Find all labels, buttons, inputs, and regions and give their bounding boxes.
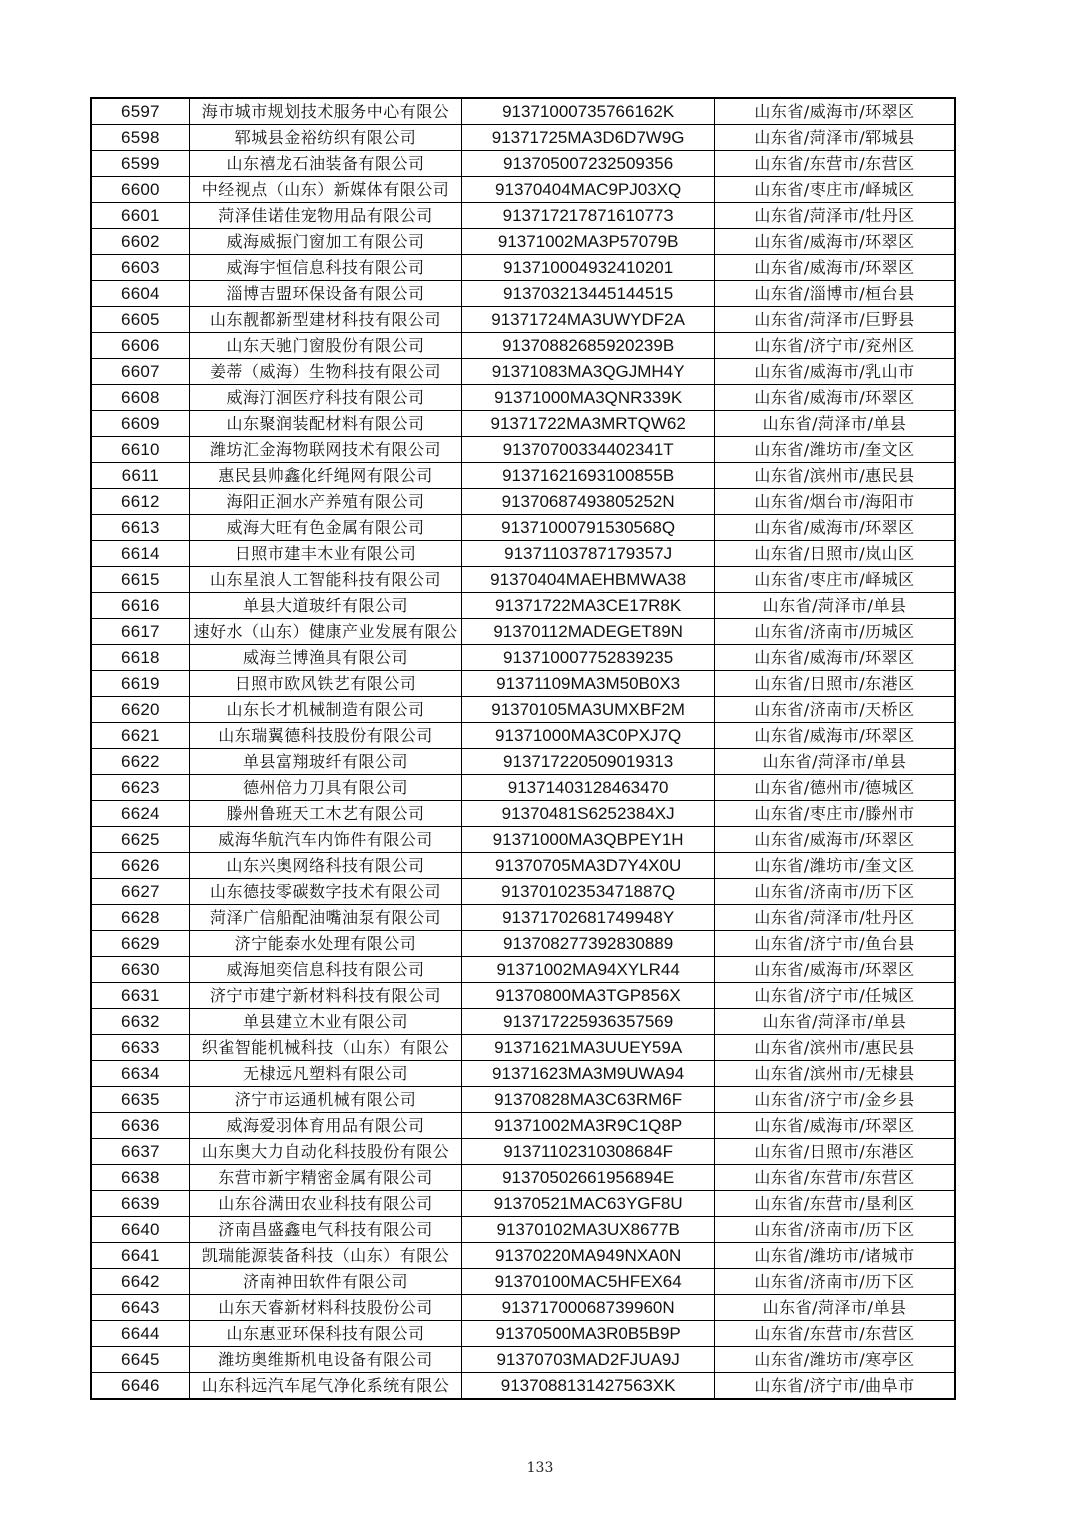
region-cell: 山东省/济南市/历城区 xyxy=(714,619,955,645)
company-name-cell: 山东聚润装配材料有限公司 xyxy=(189,411,462,437)
credit-code-cell: 91370882685920239B xyxy=(462,333,715,359)
table-row xyxy=(91,1113,955,1139)
row-number-cell: 6641 xyxy=(91,1243,189,1269)
region-cell: 山东省/威海市/环翠区 xyxy=(714,957,955,983)
credit-code-cell: 91370481S6252384XJ xyxy=(462,801,715,827)
row-number-cell: 6612 xyxy=(91,489,189,515)
row-number-cell: 6609 xyxy=(91,411,189,437)
company-registry-table xyxy=(90,97,956,1400)
credit-code-cell: 91370700334402341T xyxy=(462,437,715,463)
company-name-cell: 山东长才机械制造有限公司 xyxy=(189,697,462,723)
credit-code-cell: 91370687493805252N xyxy=(462,489,715,515)
row-number-cell: 6605 xyxy=(91,307,189,333)
page-number: 133 xyxy=(526,1460,554,1476)
row-number-cell: 6624 xyxy=(91,801,189,827)
company-name-cell: 济宁市运通机械有限公司 xyxy=(189,1087,462,1113)
credit-code-cell: 91371103787179357J xyxy=(462,541,715,567)
table-row xyxy=(91,619,955,645)
row-number-cell: 6625 xyxy=(91,827,189,853)
company-name-cell: 东营市新宇精密金属有限公司 xyxy=(189,1165,462,1191)
company-name-cell: 济宁市建宁新材料科技有限公司 xyxy=(189,983,462,1009)
table-row xyxy=(91,853,955,879)
region-cell: 山东省/菏泽市/单县 xyxy=(714,749,955,775)
company-name-cell: 滕州鲁班天工木艺有限公司 xyxy=(189,801,462,827)
credit-code-cell: 91371109MA3M50B0X3 xyxy=(462,671,715,697)
company-name-cell: 惠民县帅鑫化纤绳网有限公司 xyxy=(189,463,462,489)
region-cell: 山东省/济南市/天桥区 xyxy=(714,697,955,723)
table-row xyxy=(91,1243,955,1269)
company-name-cell: 山东星浪人工智能科技有限公司 xyxy=(189,567,462,593)
company-name-cell: 淄博吉盟环保设备有限公司 xyxy=(189,281,462,307)
credit-code-cell: 91371721787161077З xyxy=(462,203,715,229)
credit-code-cell: 91371000791530568Q xyxy=(462,515,715,541)
region-cell: 山东省/潍坊市/寒亭区 xyxy=(714,1347,955,1373)
credit-code-cell: 913710007752839235 xyxy=(462,645,715,671)
region-cell: 山东省/菏泽市/牡丹区 xyxy=(714,203,955,229)
company-name-cell: 海阳正洄水产养殖有限公司 xyxy=(189,489,462,515)
company-name-cell: 山东科远汽车尾气净化系统有限公 xyxy=(189,1373,462,1400)
region-cell: 山东省/威海市/环翠区 xyxy=(714,827,955,853)
table-row xyxy=(91,1139,955,1165)
credit-code-cell: 91371002MA3R9C1Q8P xyxy=(462,1113,715,1139)
company-name-cell: 姜蒂（威海）生物科技有限公司 xyxy=(189,359,462,385)
table-row xyxy=(91,1087,955,1113)
region-cell: 山东省/菏泽市/巨野县 xyxy=(714,307,955,333)
region-cell: 山东省/威海市/环翠区 xyxy=(714,723,955,749)
row-number-cell: 6598 xyxy=(91,125,189,151)
credit-code-cell: 91371621MA3UUEY59A xyxy=(462,1035,715,1061)
company-name-cell: 威海大旺有色金属有限公司 xyxy=(189,515,462,541)
table-row xyxy=(91,281,955,307)
company-name-cell: 济南神田软件有限公司 xyxy=(189,1269,462,1295)
company-name-cell: 郓城县金裕纺织有限公司 xyxy=(189,125,462,151)
row-number-cell: 6599 xyxy=(91,151,189,177)
table-row xyxy=(91,593,955,619)
row-number-cell: 6635 xyxy=(91,1087,189,1113)
row-number-cell: 6640 xyxy=(91,1217,189,1243)
table-row xyxy=(91,359,955,385)
region-cell: 山东省/济南市/历下区 xyxy=(714,879,955,905)
region-cell: 山东省/日照市/东港区 xyxy=(714,1139,955,1165)
region-cell: 山东省/威海市/环翠区 xyxy=(714,229,955,255)
credit-code-cell: 913710004932410201 xyxy=(462,255,715,281)
company-name-cell: 山东兴奥网络科技有限公司 xyxy=(189,853,462,879)
row-number-cell: 6638 xyxy=(91,1165,189,1191)
row-number-cell: 6626 xyxy=(91,853,189,879)
company-name-cell: 威海爱羽体育用品有限公司 xyxy=(189,1113,462,1139)
region-cell: 山东省/日照市/东港区 xyxy=(714,671,955,697)
region-cell: 山东省/威海市/环翠区 xyxy=(714,98,955,125)
region-cell: 山东省/东营市/东营区 xyxy=(714,1165,955,1191)
table-row xyxy=(91,151,955,177)
row-number-cell: 6639 xyxy=(91,1191,189,1217)
credit-code-cell: 913703213445144515 xyxy=(462,281,715,307)
company-name-cell: 山东禧龙石油装备有限公司 xyxy=(189,151,462,177)
table-row xyxy=(91,645,955,671)
table-row xyxy=(91,489,955,515)
table-row xyxy=(91,177,955,203)
region-cell: 山东省/威海市/环翠区 xyxy=(714,515,955,541)
region-cell: 山东省/菏泽市/牡丹区 xyxy=(714,905,955,931)
table-row xyxy=(91,255,955,281)
region-cell: 山东省/潍坊市/奎文区 xyxy=(714,437,955,463)
company-name-cell: 织雀智能机械科技（山东）有限公 xyxy=(189,1035,462,1061)
row-number-cell: 6636 xyxy=(91,1113,189,1139)
credit-code-cell: 91371000MA3C0PXJ7Q xyxy=(462,723,715,749)
credit-code-cell: 91370828MA3C63RM6F xyxy=(462,1087,715,1113)
region-cell: 山东省/滨州市/惠民县 xyxy=(714,463,955,489)
table-row xyxy=(91,1321,955,1347)
region-cell: 山东省/菏泽市/单县 xyxy=(714,1009,955,1035)
region-cell: 山东省/枣庄市/滕州市 xyxy=(714,801,955,827)
credit-code-cell: 91370703MAD2FJUA9J xyxy=(462,1347,715,1373)
region-cell: 山东省/德州市/德城区 xyxy=(714,775,955,801)
row-number-cell: 6629 xyxy=(91,931,189,957)
region-cell: 山东省/济南市/历下区 xyxy=(714,1269,955,1295)
region-cell: 山东省/东营市/东营区 xyxy=(714,1321,955,1347)
table-row xyxy=(91,1347,955,1373)
credit-code-cell: 913708277392830889 xyxy=(462,931,715,957)
region-cell: 山东省/滨州市/无棣县 xyxy=(714,1061,955,1087)
company-name-cell: 济宁能泰水处理有限公司 xyxy=(189,931,462,957)
credit-code-cell: 91370404MAEHBMWA38 xyxy=(462,567,715,593)
credit-code-cell: 91371725MA3D6D7W9G xyxy=(462,125,715,151)
table-row xyxy=(91,567,955,593)
registry-table-body xyxy=(91,98,955,1399)
row-number-cell: 6628 xyxy=(91,905,189,931)
table-row xyxy=(91,957,955,983)
company-name-cell: 山东惠亚环保科技有限公司 xyxy=(189,1321,462,1347)
region-cell: 山东省/威海市/环翠区 xyxy=(714,645,955,671)
region-cell: 山东省/济宁市/金乡县 xyxy=(714,1087,955,1113)
region-cell: 山东省/济宁市/任城区 xyxy=(714,983,955,1009)
company-name-cell: 菏泽广信船配油嘴油泵有限公司 xyxy=(189,905,462,931)
table-row xyxy=(91,1165,955,1191)
credit-code-cell: 91371102310308684F xyxy=(462,1139,715,1165)
credit-code-cell: 91370220MA949NXA0N xyxy=(462,1243,715,1269)
credit-code-cell: 91371724MA3UWYDF2A xyxy=(462,307,715,333)
table-row xyxy=(91,1217,955,1243)
row-number-cell: 6633 xyxy=(91,1035,189,1061)
region-cell: 山东省/东营市/东营区 xyxy=(714,151,955,177)
company-name-cell: 济南昌盛鑫电气科技有限公司 xyxy=(189,1217,462,1243)
row-number-cell: 6616 xyxy=(91,593,189,619)
company-name-cell: 无棣远凡塑料有限公司 xyxy=(189,1061,462,1087)
company-name-cell: 山东谷满田农业科技有限公司 xyxy=(189,1191,462,1217)
company-name-cell: 日照市建丰木业有限公司 xyxy=(189,541,462,567)
row-number-cell: 6630 xyxy=(91,957,189,983)
row-number-cell: 6646 xyxy=(91,1373,189,1400)
row-number-cell: 6617 xyxy=(91,619,189,645)
table-row xyxy=(91,1191,955,1217)
region-cell: 山东省/日照市/岚山区 xyxy=(714,541,955,567)
company-name-cell: 单县大道玻纤有限公司 xyxy=(189,593,462,619)
table-row xyxy=(91,307,955,333)
region-cell: 山东省/滨州市/惠民县 xyxy=(714,1035,955,1061)
table-row xyxy=(91,411,955,437)
row-number-cell: 6604 xyxy=(91,281,189,307)
row-number-cell: 6637 xyxy=(91,1139,189,1165)
credit-code-cell: 91370705MA3D7Y4X0U xyxy=(462,853,715,879)
table-row xyxy=(91,541,955,567)
table-row xyxy=(91,98,955,125)
company-name-cell: 中经视点（山东）新媒体有限公司 xyxy=(189,177,462,203)
table-row xyxy=(91,749,955,775)
region-cell: 山东省/潍坊市/诸城市 xyxy=(714,1243,955,1269)
region-cell: 山东省/菏泽市/单县 xyxy=(714,411,955,437)
credit-code-cell: 91370521MAC63YGF8U xyxy=(462,1191,715,1217)
row-number-cell: 6606 xyxy=(91,333,189,359)
company-name-cell: 速好水（山东）健康产业发展有限公 xyxy=(189,619,462,645)
credit-code-cell: 91370500MA3R0B5B9P xyxy=(462,1321,715,1347)
credit-code-cell: 91371000MA3QBPEY1H xyxy=(462,827,715,853)
company-name-cell: 山东天驰门窗股份有限公司 xyxy=(189,333,462,359)
company-name-cell: 威海华航汽车内饰件有限公司 xyxy=(189,827,462,853)
table-row xyxy=(91,125,955,151)
region-cell: 山东省/东营市/垦利区 xyxy=(714,1191,955,1217)
credit-code-cell: 91371722MA3CE17R8K xyxy=(462,593,715,619)
table-row xyxy=(91,229,955,255)
company-name-cell: 凯瑞能源装备科技（山东）有限公 xyxy=(189,1243,462,1269)
company-name-cell: 山东靓都新型建材科技有限公司 xyxy=(189,307,462,333)
table-row xyxy=(91,879,955,905)
row-number-cell: 6632 xyxy=(91,1009,189,1035)
row-number-cell: 6623 xyxy=(91,775,189,801)
credit-code-cell: 913717220509019313 xyxy=(462,749,715,775)
company-name-cell: 海市城市规划技术服务中心有限公 xyxy=(189,98,462,125)
table-row xyxy=(91,515,955,541)
credit-code-cell: 91370800MA3TGP856X xyxy=(462,983,715,1009)
company-name-cell: 菏泽佳诺佳宠物用品有限公司 xyxy=(189,203,462,229)
row-number-cell: 6615 xyxy=(91,567,189,593)
credit-code-cell: 91370502661956894E xyxy=(462,1165,715,1191)
table-row xyxy=(91,827,955,853)
company-name-cell: 威海汀洄医疗科技有限公司 xyxy=(189,385,462,411)
table-row xyxy=(91,801,955,827)
credit-code-cell: 91370112MADEGET89N xyxy=(462,619,715,645)
company-name-cell: 威海宇恒信息科技有限公司 xyxy=(189,255,462,281)
row-number-cell: 6621 xyxy=(91,723,189,749)
row-number-cell: 6607 xyxy=(91,359,189,385)
table-row xyxy=(91,1295,955,1321)
credit-code-cell: 91371403128463470 xyxy=(462,775,715,801)
credit-code-cell: 91371722MA3MRTQW62 xyxy=(462,411,715,437)
region-cell: 山东省/威海市/环翠区 xyxy=(714,1113,955,1139)
row-number-cell: 6631 xyxy=(91,983,189,1009)
credit-code-cell: 91370100MAC5HFEX64 xyxy=(462,1269,715,1295)
company-name-cell: 威海威振门窗加工有限公司 xyxy=(189,229,462,255)
company-name-cell: 威海旭奕信息科技有限公司 xyxy=(189,957,462,983)
credit-code-cell: 91371083MA3QGJMH4Y xyxy=(462,359,715,385)
region-cell: 山东省/菏泽市/郓城县 xyxy=(714,125,955,151)
table-row xyxy=(91,333,955,359)
region-cell: 山东省/威海市/环翠区 xyxy=(714,255,955,281)
credit-code-cell: 91370102MA3UX8677B xyxy=(462,1217,715,1243)
row-number-cell: 6603 xyxy=(91,255,189,281)
region-cell: 山东省/济南市/历下区 xyxy=(714,1217,955,1243)
credit-code-cell: 91370102353471887Q xyxy=(462,879,715,905)
region-cell: 山东省/潍坊市/奎文区 xyxy=(714,853,955,879)
table-row xyxy=(91,437,955,463)
row-number-cell: 6620 xyxy=(91,697,189,723)
credit-code-cell: 913708813142756ЗXK xyxy=(462,1373,715,1400)
credit-code-cell: 91371002MA3P57079B xyxy=(462,229,715,255)
company-name-cell: 威海兰博渔具有限公司 xyxy=(189,645,462,671)
row-number-cell: 6619 xyxy=(91,671,189,697)
company-name-cell: 单县建立木业有限公司 xyxy=(189,1009,462,1035)
region-cell: 山东省/烟台市/海阳市 xyxy=(714,489,955,515)
row-number-cell: 6645 xyxy=(91,1347,189,1373)
row-number-cell: 6634 xyxy=(91,1061,189,1087)
row-number-cell: 6601 xyxy=(91,203,189,229)
region-cell: 山东省/威海市/乳山市 xyxy=(714,359,955,385)
company-name-cell: 日照市欧风铁艺有限公司 xyxy=(189,671,462,697)
region-cell: 山东省/威海市/环翠区 xyxy=(714,385,955,411)
table-row xyxy=(91,723,955,749)
row-number-cell: 6611 xyxy=(91,463,189,489)
row-number-cell: 6642 xyxy=(91,1269,189,1295)
table-row xyxy=(91,385,955,411)
table-row xyxy=(91,671,955,697)
table-row xyxy=(91,203,955,229)
credit-code-cell: 91371621693100855B xyxy=(462,463,715,489)
credit-code-cell: 91371623MA3M9UWA94 xyxy=(462,1061,715,1087)
table-row xyxy=(91,905,955,931)
company-name-cell: 山东奥大力自动化科技股份有限公 xyxy=(189,1139,462,1165)
region-cell: 山东省/菏泽市/单县 xyxy=(714,593,955,619)
table-row xyxy=(91,983,955,1009)
table-row xyxy=(91,1373,955,1400)
table-row xyxy=(91,463,955,489)
row-number-cell: 6613 xyxy=(91,515,189,541)
row-number-cell: 6614 xyxy=(91,541,189,567)
credit-code-cell: 913717225936357569 xyxy=(462,1009,715,1035)
company-name-cell: 山东瑞翼德科技股份有限公司 xyxy=(189,723,462,749)
row-number-cell: 6644 xyxy=(91,1321,189,1347)
credit-code-cell: 91371700068739960N xyxy=(462,1295,715,1321)
row-number-cell: 6608 xyxy=(91,385,189,411)
region-cell: 山东省/淄博市/桓台县 xyxy=(714,281,955,307)
credit-code-cell: 91371002MA94XYLR44 xyxy=(462,957,715,983)
company-name-cell: 山东德技零碳数字技术有限公司 xyxy=(189,879,462,905)
region-cell: 山东省/枣庄市/峄城区 xyxy=(714,177,955,203)
credit-code-cell: 91371702681749948Y xyxy=(462,905,715,931)
company-name-cell: 德州倍力刀具有限公司 xyxy=(189,775,462,801)
row-number-cell: 6627 xyxy=(91,879,189,905)
region-cell: 山东省/枣庄市/峄城区 xyxy=(714,567,955,593)
table-row xyxy=(91,1009,955,1035)
region-cell: 山东省/济宁市/兖州区 xyxy=(714,333,955,359)
credit-code-cell: 91371000735766162K xyxy=(462,98,715,125)
region-cell: 山东省/济宁市/鱼台县 xyxy=(714,931,955,957)
row-number-cell: 6610 xyxy=(91,437,189,463)
table-row xyxy=(91,1269,955,1295)
credit-code-cell: 91371000MA3QNR339K xyxy=(462,385,715,411)
region-cell: 山东省/济宁市/曲阜市 xyxy=(714,1373,955,1400)
table-row xyxy=(91,697,955,723)
credit-code-cell: 91370105MA3UMXBF2M xyxy=(462,697,715,723)
row-number-cell: 6622 xyxy=(91,749,189,775)
credit-code-cell: 91370404MAC9PJ03XQ xyxy=(462,177,715,203)
credit-code-cell: 913705007232509356 xyxy=(462,151,715,177)
table-row xyxy=(91,1061,955,1087)
company-name-cell: 山东天睿新材料科技股份公司 xyxy=(189,1295,462,1321)
row-number-cell: 6618 xyxy=(91,645,189,671)
company-name-cell: 潍坊汇金海物联网技术有限公司 xyxy=(189,437,462,463)
table-row xyxy=(91,1035,955,1061)
row-number-cell: 6600 xyxy=(91,177,189,203)
region-cell: 山东省/菏泽市/单县 xyxy=(714,1295,955,1321)
table-row xyxy=(91,775,955,801)
row-number-cell: 6643 xyxy=(91,1295,189,1321)
table-row xyxy=(91,931,955,957)
company-name-cell: 单县富翔玻纤有限公司 xyxy=(189,749,462,775)
row-number-cell: 6597 xyxy=(91,98,189,125)
company-name-cell: 潍坊奥维斯机电设备有限公司 xyxy=(189,1347,462,1373)
row-number-cell: 6602 xyxy=(91,229,189,255)
